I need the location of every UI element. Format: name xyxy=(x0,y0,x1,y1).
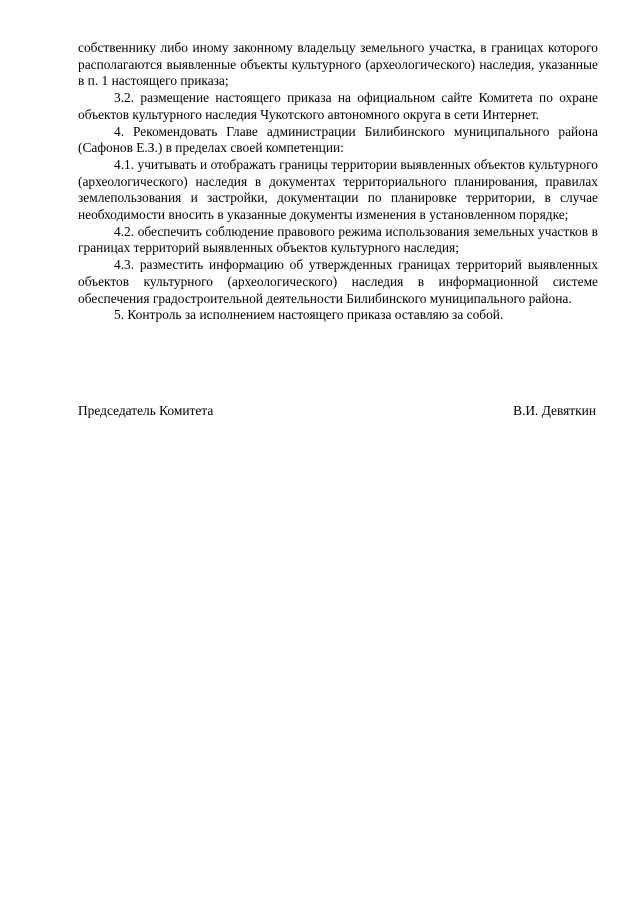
paragraph-4: 4. Рекомендовать Главе администрации Билибинского муниципального района (Сафонов Е.З.) в пределах своей компетенции: xyxy=(78,123,598,156)
paragraph-5: 5. Контроль за исполнением настоящего приказа оставляю за собой. xyxy=(114,307,504,323)
paragraph-owner-notice: собственнику либо иному законному владельцу земельного участка, в границах которого располагаются выявленные объекты культурного (археологического) наследия, указанные в п. 1 настоящего приказа; xyxy=(78,40,598,89)
signature-block xyxy=(78,403,596,420)
signatory-name: В.И. Девяткин xyxy=(513,403,596,418)
paragraph-4-2: 4.2. обеспечить соблюдение правового режима использования земельных участков в границах территорий выявленных объектов культурного наследия; xyxy=(78,223,598,256)
signatory-position: Председатель Комитета xyxy=(78,403,214,418)
paragraph-4-1: 4.1. учитывать и отображать границы территории выявленных объектов культурного (археологического) наследия в документах территориального планирования, правилах землепользования и застройки, документации по планировке территории, в случае необходимости вносить в указанные документы изменения в установленном порядке; xyxy=(78,156,598,223)
paragraph-3-2: 3.2. размещение настоящего приказа на официальном сайте Комитета по охране объектов культурного наследия Чукотского автономного округа в сети Интернет. xyxy=(78,90,598,122)
document-body xyxy=(78,40,598,324)
paragraph-4-3: 4.3. разместить информацию об утвержденных границах территорий выявленных объектов культурного (археологического) наследия в информационной системе обеспечения градостроительной деятельности Билибинского муниципального района. xyxy=(78,257,598,306)
